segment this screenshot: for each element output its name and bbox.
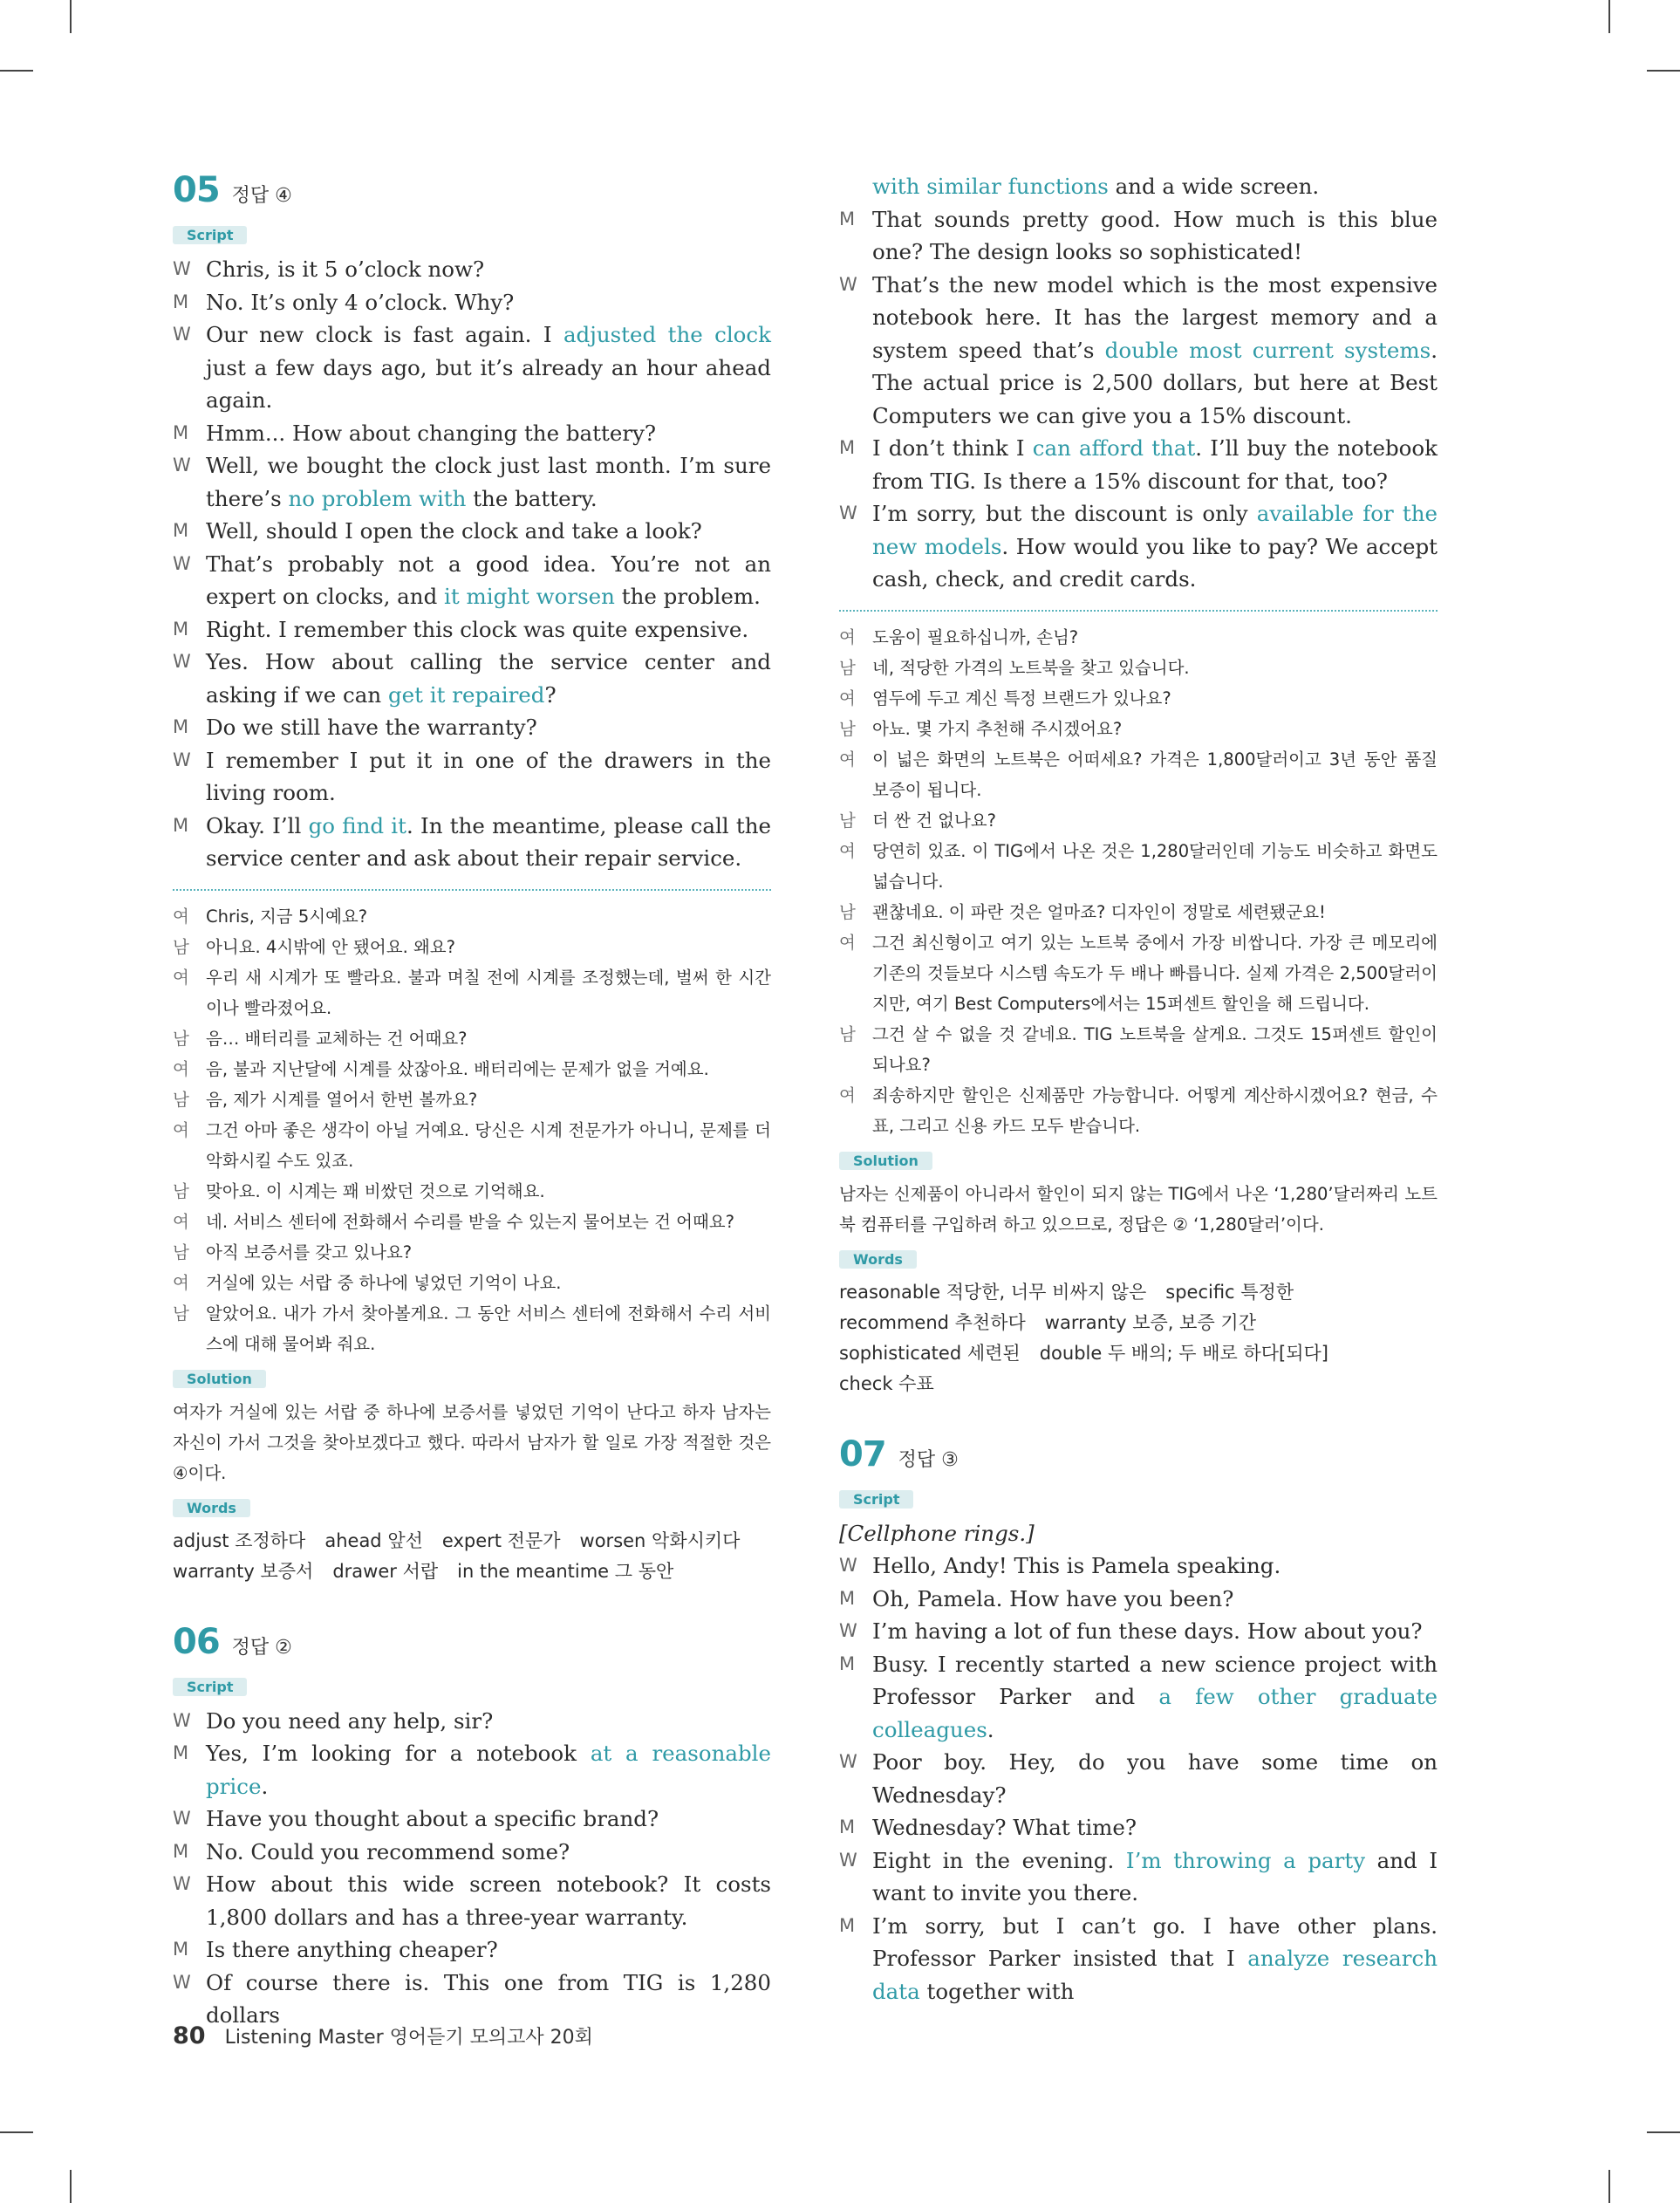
- speaker-label: 남: [839, 718, 856, 739]
- dialogue-text: Yes, I’m looking for a notebook: [206, 1741, 591, 1766]
- dialogue-line: [839, 1844, 1438, 1910]
- translation-line: [173, 1023, 771, 1054]
- speaker-label: W: [839, 503, 857, 523]
- speaker-label: W: [173, 1808, 191, 1829]
- dialogue-line: [173, 515, 771, 548]
- dialogue-text: . The actual price is 2,500 dollars, but here at Best Computers we can give you a 15% discount.: [872, 337, 1438, 428]
- highlighted-phrase: a few other graduate colleagues: [872, 1684, 1438, 1742]
- translation-line: [173, 901, 771, 932]
- dialogue-text: Have you thought about a specific brand?: [206, 1806, 659, 1831]
- translation-text: Chris, 지금 5시예요?: [206, 906, 368, 927]
- highlighted-phrase: get it repaired: [387, 681, 545, 708]
- q07-header: [839, 1434, 1438, 1474]
- dialogue-text: I’m sorry, but I can’t go. I have other plans. Professor Parker insisted that I: [872, 1912, 1438, 1971]
- dialogue-text: That’s the new model which is the most expensive notebook here. It has the largest memory and a system speed that’s: [872, 271, 1438, 363]
- speaker-label: M: [839, 1652, 856, 1674]
- q07-stage-direction: [Cellphone rings.]: [839, 1520, 1035, 1546]
- word-entry: adjust 조정하다: [173, 1529, 306, 1551]
- dialogue-line: [839, 1746, 1438, 1811]
- word-entry: warranty 보증, 보증 기간: [1044, 1311, 1256, 1333]
- speaker-label: 남: [839, 657, 856, 678]
- translation-line: [839, 1019, 1438, 1080]
- speaker-label: M: [173, 520, 189, 541]
- speaker-label: 여: [173, 1211, 189, 1232]
- speaker-label: 여: [839, 932, 856, 953]
- q06-number: 06: [173, 1621, 220, 1662]
- dialogue-text: the battery.: [466, 485, 598, 511]
- translation-line: [839, 927, 1438, 1019]
- speaker-label: W: [173, 258, 191, 279]
- dialogue-text: Poor boy. Hey, do you have some time on Wednesday?: [872, 1749, 1438, 1808]
- highlighted-phrase: analyze research data: [872, 1946, 1438, 2004]
- dialogue-text: Our new clock is fast again. I: [206, 322, 563, 347]
- left-column: [173, 170, 771, 2032]
- translation-text: 그건 아마 좋은 생각이 아닐 거예요. 당신은 시계 전문가가 아니니, 문제를 더 악화시킬 수도 있죠.: [206, 1119, 771, 1171]
- translation-line: [173, 932, 771, 962]
- translation-text: 우리 새 시계가 또 빨라요. 불과 며칠 전에 시계를 조정했는데, 벌써 한 시간이나 빨라졌어요.: [206, 967, 771, 1018]
- dialogue-text: .: [261, 1773, 269, 1799]
- dialogue-text: .: [987, 1716, 994, 1742]
- dialogue-text: Wednesday? What time?: [872, 1815, 1137, 1840]
- translation-text: 알았어요. 내가 가서 찾아볼게요. 그 동안 서비스 센터에 전화해서 수리 서비스에 대해 물어봐 줘요.: [206, 1303, 771, 1354]
- crop-mark-br-v: [1608, 2170, 1610, 2203]
- speaker-label: W: [839, 1849, 857, 1871]
- q07-answer: 정답 ③: [898, 1448, 959, 1471]
- dialogue-line: [173, 744, 771, 810]
- q07-number: 07: [839, 1433, 886, 1474]
- q07-script-tag: Script: [839, 1490, 913, 1509]
- speaker-label: W: [173, 651, 191, 672]
- dialogue-text: and I want to invite you there.: [872, 1847, 1438, 1905]
- highlighted-phrase: double most current systems: [1104, 337, 1431, 363]
- dialogue-line: [839, 1910, 1438, 2008]
- translation-line: [839, 805, 1438, 836]
- speaker-label: 남: [173, 1180, 189, 1201]
- speaker-label: W: [839, 1555, 857, 1576]
- q05-solution: 여자가 거실에 있는 서랍 중 하나에 보증서를 넣었던 기억이 난다고 하자 남자는 자신이 가서 그것을 찾아보겠다고 했다. 따라서 남자가 할 일로 가장 적절한 것은 ④이다.: [173, 1401, 771, 1483]
- dialogue-text: No. Could you recommend some?: [206, 1838, 570, 1864]
- dialogue-text: How about this wide screen notebook? It costs 1,800 dollars and has a three-year warranty.: [206, 1871, 771, 1930]
- speaker-label: W: [173, 1709, 191, 1731]
- q05-header: [173, 170, 771, 210]
- q05-words-tag: Words: [173, 1499, 250, 1517]
- speaker-label: W: [173, 1971, 191, 1993]
- translation-text: 그건 최신형이고 여기 있는 노트북 중에서 가장 비쌉니다. 가장 큰 메모리에 기존의 것들보다 시스템 속도가 두 배나 빠릅니다. 실제 가격은 2,500달러이지만, 여기 Best Computers에서는 15퍼센트 할인을 해 드립니다.: [872, 932, 1438, 1014]
- dialogue-line: [839, 1811, 1438, 1844]
- speaker-label: W: [173, 455, 191, 475]
- dialogue-line: [839, 1583, 1438, 1616]
- q06-solution: 남자는 신제품이 아니라서 할인이 되지 않는 TIG에서 나온 ‘1,280’달러짜리 노트북 컴퓨터를 구입하려 하고 있으므로, 정답은 ② ‘1,280달러’이다.: [839, 1183, 1438, 1235]
- dialogue-line: [173, 810, 771, 875]
- speaker-label: W: [839, 1620, 857, 1641]
- page-number: 80: [173, 2022, 206, 2049]
- dialogue-text: and a wide screen.: [1108, 174, 1320, 199]
- q05-number: 05: [173, 170, 220, 210]
- word-entry: expert 전문가: [441, 1529, 561, 1551]
- highlighted-phrase: I’m throwing a party: [1125, 1847, 1366, 1873]
- translation-text: 아직 보증서를 갖고 있나요?: [206, 1242, 413, 1262]
- words-row: [173, 1556, 771, 1587]
- dialogue-text: . In the meantime, please call the service center and ask about their repair service.: [206, 812, 771, 871]
- translation-line: [839, 744, 1438, 805]
- speaker-label: 남: [173, 1028, 189, 1049]
- translation-line: [173, 1298, 771, 1359]
- translation-text: 음, 제가 시계를 열어서 한번 볼까요?: [206, 1089, 478, 1110]
- dialogue-text: No. It’s only 4 o’clock. Why?: [206, 289, 515, 315]
- q05-words: [173, 1526, 771, 1587]
- dialogue-text: . I’ll buy the notebook from TIG. Is there a 15% discount for that, too?: [872, 435, 1438, 494]
- crop-mark-tl-h: [0, 70, 33, 72]
- speaker-label: 여: [173, 967, 189, 988]
- dialogue-line: [173, 1803, 771, 1836]
- dialogue-line: [839, 203, 1438, 269]
- speaker-label: 남: [173, 1303, 189, 1324]
- dialogue-line: [173, 1705, 771, 1738]
- dialogue-line: [173, 1868, 771, 1933]
- translation-line: [839, 897, 1438, 927]
- dialogue-text: just a few days ago, but it’s already an hour ahead again.: [206, 354, 771, 413]
- translation-line: [839, 653, 1438, 683]
- dialogue-text: I remember I put it in one of the drawers in the living room.: [206, 747, 771, 805]
- speaker-label: M: [173, 421, 189, 443]
- speaker-label: M: [173, 291, 189, 312]
- speaker-label: 여: [839, 626, 856, 647]
- crop-mark-br-h: [1647, 2131, 1680, 2133]
- highlighted-phrase: at a reasonable price: [206, 1741, 771, 1799]
- dialogue-line: [173, 1836, 771, 1869]
- words-row: [173, 1526, 771, 1556]
- speaker-label: M: [173, 618, 189, 640]
- speaker-label: 남: [839, 810, 856, 831]
- q05-script: [173, 253, 771, 875]
- speaker-label: W: [173, 749, 191, 770]
- dialogue-line: [173, 548, 771, 613]
- dialogue-line: [173, 613, 771, 647]
- dialogue-line: [173, 1933, 771, 1967]
- dialogue-line: [173, 286, 771, 319]
- translation-line: [173, 1176, 771, 1207]
- translation-line: [839, 622, 1438, 653]
- speaker-label: 여: [839, 688, 856, 708]
- speaker-label: W: [173, 1873, 191, 1894]
- translation-line: [173, 962, 771, 1023]
- translation-text: 죄송하지만 할인은 신제품만 가능합니다. 어떻게 계산하시겠어요? 현금, 수표, 그리고 신용 카드 모두 받습니다.: [872, 1084, 1438, 1136]
- q06-translation: [839, 622, 1438, 1141]
- dialogue-text: Well, we bought the clock just last month. I’m sure there’s: [206, 453, 771, 511]
- dialogue-text: Hmm... How about changing the battery?: [206, 420, 657, 446]
- dialogue-text: I’m sorry, but the discount is only: [872, 501, 1257, 526]
- dialogue-line: [173, 711, 771, 744]
- dialogue-text: Do we still have the warranty?: [206, 715, 537, 740]
- speaker-label: 남: [173, 1089, 189, 1110]
- dialogue-line: [173, 417, 771, 450]
- translation-line: [173, 1207, 771, 1237]
- q06-divider: [839, 610, 1438, 612]
- speaker-label: 여: [839, 840, 856, 861]
- dialogue-line: [839, 1648, 1438, 1747]
- translation-line: [839, 683, 1438, 714]
- translation-text: 아뇨. 몇 가지 추천해 주시겠어요?: [872, 718, 1123, 739]
- crop-mark-bl-v: [70, 2170, 72, 2203]
- translation-text: 더 싼 건 없나요?: [872, 810, 996, 831]
- translation-text: 음… 배터리를 교체하는 건 어때요?: [206, 1028, 468, 1049]
- word-entry: warranty 보증서: [173, 1560, 314, 1582]
- dialogue-text: Hello, Andy! This is Pamela speaking.: [872, 1553, 1281, 1578]
- word-entry: reasonable 적당한, 너무 비싸지 않은: [839, 1281, 1147, 1303]
- dialogue-line: [839, 1550, 1438, 1583]
- speaker-label: M: [839, 1587, 856, 1609]
- crop-mark-bl-h: [0, 2131, 33, 2133]
- speaker-label: 여: [173, 1058, 189, 1079]
- page-footer: [173, 2022, 593, 2049]
- dialogue-text: Of course there is. This one from TIG is 1,280 dollars: [206, 1969, 771, 2028]
- dialogue-text: I don’t think I: [872, 435, 1033, 461]
- translation-text: 이 넓은 화면의 노트북은 어떠세요? 가격은 1,800달러이고 3년 동안 품질 보증이 됩니다.: [872, 749, 1438, 800]
- dialogue-text: ?: [544, 681, 557, 708]
- word-entry: worsen 악화시키다: [579, 1529, 741, 1551]
- speaker-label: 남: [839, 901, 856, 922]
- dialogue-line: [839, 497, 1438, 596]
- translation-text: 음, 불과 지난달에 시계를 샀잖아요. 배터리에는 문제가 없을 거예요.: [206, 1058, 709, 1079]
- translation-text: 당연히 있죠. 이 TIG에서 나온 것은 1,280달러인데 기능도 비슷하고 화면도 넓습니다.: [872, 840, 1438, 892]
- translation-line: [173, 1084, 771, 1115]
- word-entry: sophisticated 세련된: [839, 1342, 1021, 1364]
- dialogue-text: the problem.: [614, 584, 761, 609]
- word-entry: in the meantime 그 동안: [457, 1560, 674, 1582]
- q05-solution-tag: Solution: [173, 1370, 266, 1388]
- translation-line: [173, 1115, 771, 1176]
- dialogue-line: [839, 170, 1438, 203]
- translation-text: 맞아요. 이 시계는 꽤 비쌌던 것으로 기억해요.: [206, 1180, 545, 1201]
- dialogue-line: [839, 269, 1438, 433]
- word-entry: recommend 추천하다: [839, 1311, 1026, 1333]
- word-entry: check 수표: [839, 1372, 934, 1394]
- dialogue-text: Okay. I’ll: [206, 812, 309, 838]
- translation-text: 괜찮네요. 이 파란 것은 얼마죠? 디자인이 정말로 세련됐군요!: [872, 901, 1326, 922]
- translation-line: [173, 1268, 771, 1298]
- dialogue-text: That sounds pretty good. How much is this blue one? The design looks so sophisticated!: [872, 206, 1438, 264]
- dialogue-text: Do you need any help, sir?: [206, 1707, 494, 1734]
- speaker-label: W: [839, 1751, 857, 1772]
- crop-mark-tr-h: [1647, 70, 1680, 72]
- dialogue-text: Right. I remember this clock was quite expensive.: [206, 616, 749, 642]
- q06-header: [173, 1622, 771, 1662]
- words-row: [839, 1369, 1438, 1399]
- dialogue-text: Chris, is it 5 o’clock now?: [206, 257, 485, 282]
- q05-answer: 정답 ④: [231, 185, 292, 207]
- speaker-label: M: [839, 1914, 856, 1936]
- speaker-label: 여: [173, 1119, 189, 1140]
- dialogue-text: Yes. How about calling the service center and asking if we can: [206, 649, 771, 708]
- translation-text: 거실에 있는 서랍 중 하나에 넣었던 기억이 나요.: [206, 1272, 562, 1293]
- right-column: [839, 170, 1438, 2008]
- dialogue-line: [173, 449, 771, 515]
- word-entry: specific 특정한: [1165, 1281, 1294, 1303]
- q06-script-tag: Script: [173, 1678, 247, 1696]
- dialogue-line: [173, 253, 771, 286]
- speaker-label: 여: [839, 749, 856, 770]
- highlighted-phrase: no problem with: [288, 485, 467, 511]
- speaker-label: 여: [839, 1084, 856, 1105]
- dialogue-line: [173, 318, 771, 417]
- q06-answer: 정답 ②: [231, 1636, 292, 1659]
- highlighted-phrase: can afford that: [1032, 435, 1196, 461]
- speaker-label: 여: [173, 906, 189, 927]
- dialogue-line: [839, 432, 1438, 497]
- word-entry: ahead 앞선: [324, 1529, 423, 1551]
- translation-line: [173, 1054, 771, 1084]
- speaker-label: 여: [173, 1272, 189, 1293]
- dialogue-text: together with: [919, 1978, 1075, 2004]
- q05-divider: [173, 889, 771, 891]
- translation-line: [839, 1080, 1438, 1141]
- q07-script: [839, 1550, 1438, 2008]
- dialogue-line: [839, 1615, 1438, 1648]
- dialogue-text: Eight in the evening.: [872, 1847, 1126, 1873]
- translation-line: [173, 1237, 771, 1268]
- word-entry: double 두 배의; 두 배로 하다[되다]: [1039, 1342, 1328, 1364]
- translation-text: 네. 서비스 센터에 전화해서 수리를 받을 수 있는지 물어보는 건 어때요?: [206, 1211, 734, 1232]
- dialogue-line: [173, 646, 771, 711]
- speaker-label: M: [173, 1742, 189, 1763]
- speaker-label: W: [839, 273, 857, 295]
- speaker-label: 남: [173, 936, 189, 957]
- dialogue-text: That’s probably not a good idea. You’re not an expert on clocks, and: [206, 551, 771, 609]
- speaker-label: M: [839, 1816, 856, 1837]
- highlighted-phrase: with similar functions: [872, 174, 1109, 199]
- words-row: [839, 1277, 1438, 1308]
- q06-script-continued: [839, 170, 1438, 596]
- highlighted-phrase: it might worsen: [444, 584, 615, 609]
- speaker-label: W: [173, 324, 191, 345]
- speaker-label: M: [173, 1840, 189, 1862]
- speaker-label: 남: [839, 1023, 856, 1044]
- q05-translation: [173, 901, 771, 1359]
- speaker-label: M: [173, 814, 189, 836]
- translation-line: [839, 714, 1438, 744]
- highlighted-phrase: adjusted the clock: [563, 322, 771, 347]
- highlighted-phrase: available for the new models: [872, 501, 1438, 559]
- dialogue-text: Busy. I recently started a new science project with Professor Parker and: [872, 1651, 1438, 1709]
- q06-words-tag: Words: [839, 1250, 917, 1269]
- q06-script: [173, 1705, 771, 2032]
- dialogue-text: Oh, Pamela. How have you been?: [872, 1585, 1234, 1611]
- translation-text: 네, 적당한 가격의 노트북을 찾고 있습니다.: [872, 657, 1190, 678]
- translation-text: 아니요. 4시밖에 안 됐어요. 왜요?: [206, 936, 455, 957]
- words-row: [839, 1338, 1438, 1369]
- speaker-label: M: [173, 716, 189, 737]
- dialogue-text: Well, should I open the clock and take a look?: [206, 518, 702, 544]
- word-entry: drawer 서랍: [332, 1560, 439, 1582]
- crop-mark-tl-v: [70, 0, 72, 33]
- dialogue-text: I’m having a lot of fun these days. How about you?: [872, 1618, 1423, 1644]
- speaker-label: W: [173, 552, 191, 574]
- translation-text: 염두에 두고 계신 특정 브랜드가 있나요?: [872, 688, 1171, 708]
- book-title: Listening Master 영어듣기 모의고사 20회: [224, 2027, 593, 2049]
- translation-text: 그건 살 수 없을 것 같네요. TIG 노트북을 살게요. 그것도 15퍼센트 할인이 되나요?: [872, 1023, 1438, 1075]
- words-row: [839, 1308, 1438, 1338]
- crop-mark-tr-v: [1608, 0, 1610, 33]
- speaker-label: 남: [173, 1242, 189, 1262]
- q06-words: [839, 1277, 1438, 1399]
- translation-line: [839, 836, 1438, 897]
- speaker-label: M: [173, 1939, 189, 1960]
- q05-script-tag: Script: [173, 226, 247, 244]
- speaker-label: M: [839, 437, 856, 458]
- dialogue-text: . How would you like to pay? We accept cash, check, and credit cards.: [872, 533, 1438, 592]
- highlighted-phrase: go find it: [308, 812, 406, 838]
- translation-text: 도움이 필요하십니까, 손님?: [872, 626, 1079, 647]
- speaker-label: M: [839, 208, 856, 229]
- q06-solution-tag: Solution: [839, 1152, 932, 1170]
- dialogue-line: [173, 1737, 771, 1803]
- dialogue-text: Is there anything cheaper?: [206, 1937, 498, 1962]
